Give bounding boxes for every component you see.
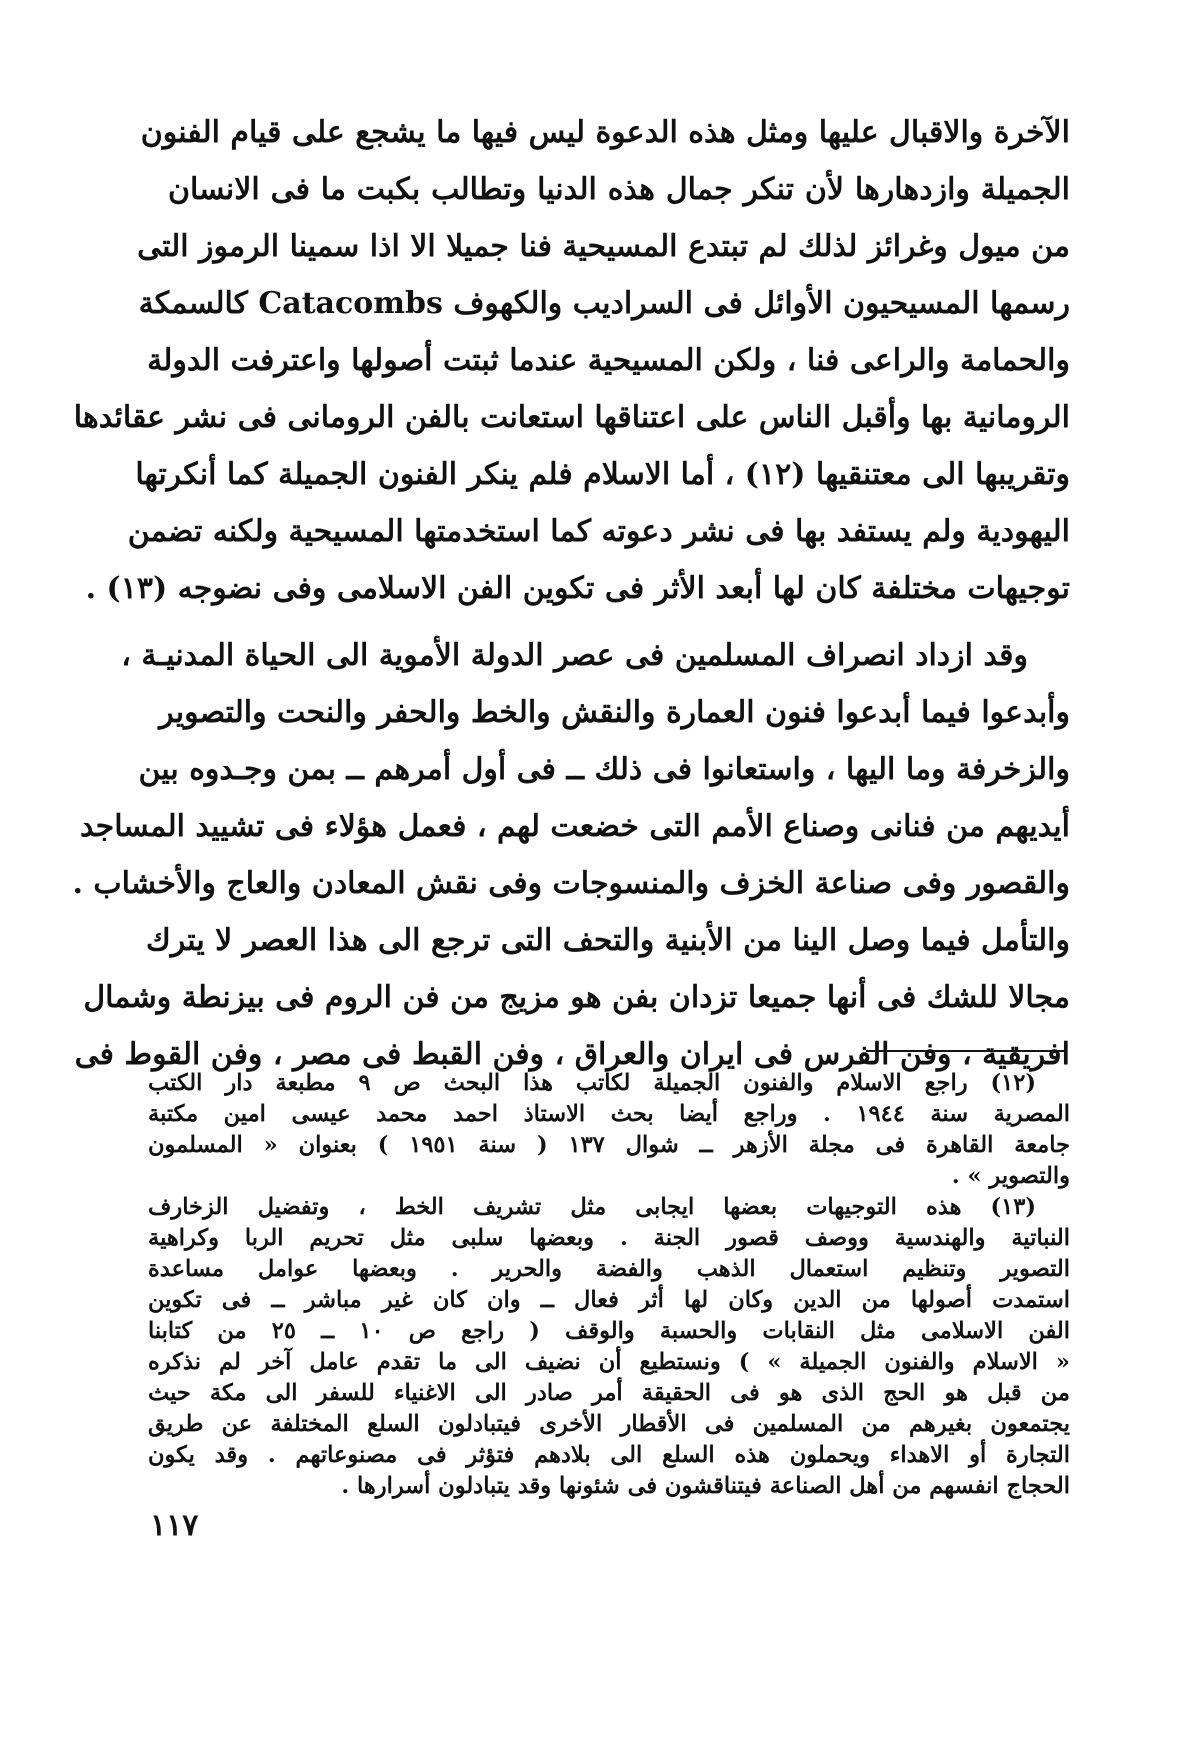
paragraph-gap bbox=[168, 617, 1070, 627]
page-number: ١١٧ bbox=[150, 1508, 199, 1543]
text-line: توجيهات مختلفة كان لها أبعد الأثر فى تكوين الفن الاسلامى وفى نضوجه (١٣) . bbox=[85, 571, 1070, 606]
footnote-line: الفن الاسلامى مثل النقابات والحسبة والوقف ( راجع ص ١٠ ــ ٢٥ من كتابنا bbox=[148, 1318, 1070, 1344]
footnote-line: استمدت أصولها من الدين وكان لها أثر فعال ــ وان كان غير مباشر ــ فى تكوين bbox=[148, 1287, 1070, 1313]
text-line: والتأمل فيما وصل الينا من الأبنية والتحف التى ترجع الى هذا العصر لا يترك bbox=[146, 923, 1070, 958]
footnote-line: يجتمعون بغيرهم من المسلمين فى الأقطار الأخرى فيتبادلون السلع المختلفة عن طريق bbox=[148, 1411, 1070, 1437]
footnote-separator bbox=[866, 1050, 1066, 1052]
text-line: رسمها المسيحيون الأوائل فى السراديب والكهوف Catacombs كالسمكة bbox=[138, 286, 1070, 321]
text-line: أيديهم من فنانى وصناع الأمم التى خضعت لهم ، فعمل هؤلاء فى تشييد المساجد bbox=[79, 809, 1070, 844]
text-line: اليهودية ولم يستفد بها فى نشر دعوته كما استخدمتها المسيحية ولكنه تضمن bbox=[127, 514, 1070, 549]
footnote-line: والتصوير » . bbox=[951, 1163, 1070, 1189]
text-line: الرومانية بها وأقبل الناس على اعتناقها استعانت بالفن الرومانى فى نشر عقائدها bbox=[73, 400, 1070, 435]
text-line: والحمامة والراعى فنا ، ولكن المسيحية عندما ثبتت أصولها واعترفت الدولة bbox=[147, 343, 1070, 378]
footnote-line: التصوير وتنظيم استعمال الذهب والفضة والحرير . وبعضها عوامل مساعدة bbox=[148, 1256, 1070, 1282]
text-line: والقصور وفى صناعة الخزف والمنسوجات وفى نقش المعادن والعاج والأخشاب . bbox=[72, 866, 1070, 901]
text-line: من ميول وغرائز لذلك لم تبتدع المسيحية فنا جميلا الا اذا سمينا الرموز التى bbox=[137, 229, 1070, 264]
text-line: الجميلة وازدهارها لأن تنكر جمال هذه الدنيا وتطالب بكبت ما فى الانسان bbox=[168, 172, 1071, 207]
footnote-line: (١٣) هذه التوجيهات بعضها ايجابى مثل تشريف الخط ، وتفضيل الزخارف bbox=[148, 1194, 1036, 1220]
text-line: مجالا للشك فى أنها جميعا تزدان بفن هو مزيج من فن الروم فى بيزنطة وشمال bbox=[83, 980, 1070, 1015]
text-line: وقد ازداد انصراف المسلمين فى عصر الدولة الأموية الى الحياة المدنيـة ، bbox=[121, 638, 1028, 673]
footnote-line: « الاسلام والفنون الجميلة » ) ونستطيع أن نضيف الى ما تقدم عامل آخر لم نذكره bbox=[148, 1349, 1070, 1375]
text-line: وأبدعوا فيما أبدعوا فنون العمارة والنقش والخط والحفر والنحت والتصوير bbox=[159, 695, 1070, 730]
footnote-line: جامعة القاهرة فى مجلة الأزهر ــ شوال ١٣٧ ( سنة ١٩٥١ ) بعنوان « المسلمون bbox=[148, 1132, 1070, 1158]
footnote-line: من قبل هو الحج الذى هو فى الحقيقة أمر صادر الى الاغنياء للسفر الى مكة حيث bbox=[148, 1380, 1070, 1406]
footnotes bbox=[148, 1068, 1070, 1502]
footnote-line: المصرية سنة ١٩٤٤ . وراجع أيضا بحث الاستاذ احمد محمد عيسى امين مكتبة bbox=[148, 1101, 1070, 1127]
text-line: والزخرفة وما اليها ، واستعانوا فى ذلك ــ فى أول أمرهم ــ بمن وجـدوه بين bbox=[138, 752, 1070, 787]
footnote-line: (١٢) راجع الاسلام والفنون الجميلة لكاتب هذا البحث ص ٩ مطبعة دار الكتب bbox=[148, 1070, 1036, 1096]
footnote-line: النباتية والهندسية ووصف قصور الجنة . وبعضها سلبى مثل تحريم الربا وكراهية bbox=[148, 1225, 1070, 1251]
footnote-line: الحجاج انفسهم من أهل الصناعة فيتناقشون فى شئونها وقد يتبادلون أسرارها . bbox=[341, 1473, 1070, 1499]
text-line: افريقية ، وفن الفرس فى ايران والعراق ، وفن القبط فى مصر ، وفن القوط فى bbox=[74, 1037, 1070, 1072]
text-line: الآخرة والاقبال عليها ومثل هذه الدعوة ليس فيها ما يشجع على قيام الفنون bbox=[140, 115, 1070, 150]
footnote-line: التجارة أو الاهداء ويحملون هذه السلع الى بلادهم فتؤثر فى مصنوعاتهم . وقد يكون bbox=[148, 1442, 1070, 1468]
text-line: وتقريبها الى معتنقيها (١٢) ، أما الاسلام فلم ينكر الفنون الجميلة كما أنكرتها bbox=[135, 457, 1070, 492]
